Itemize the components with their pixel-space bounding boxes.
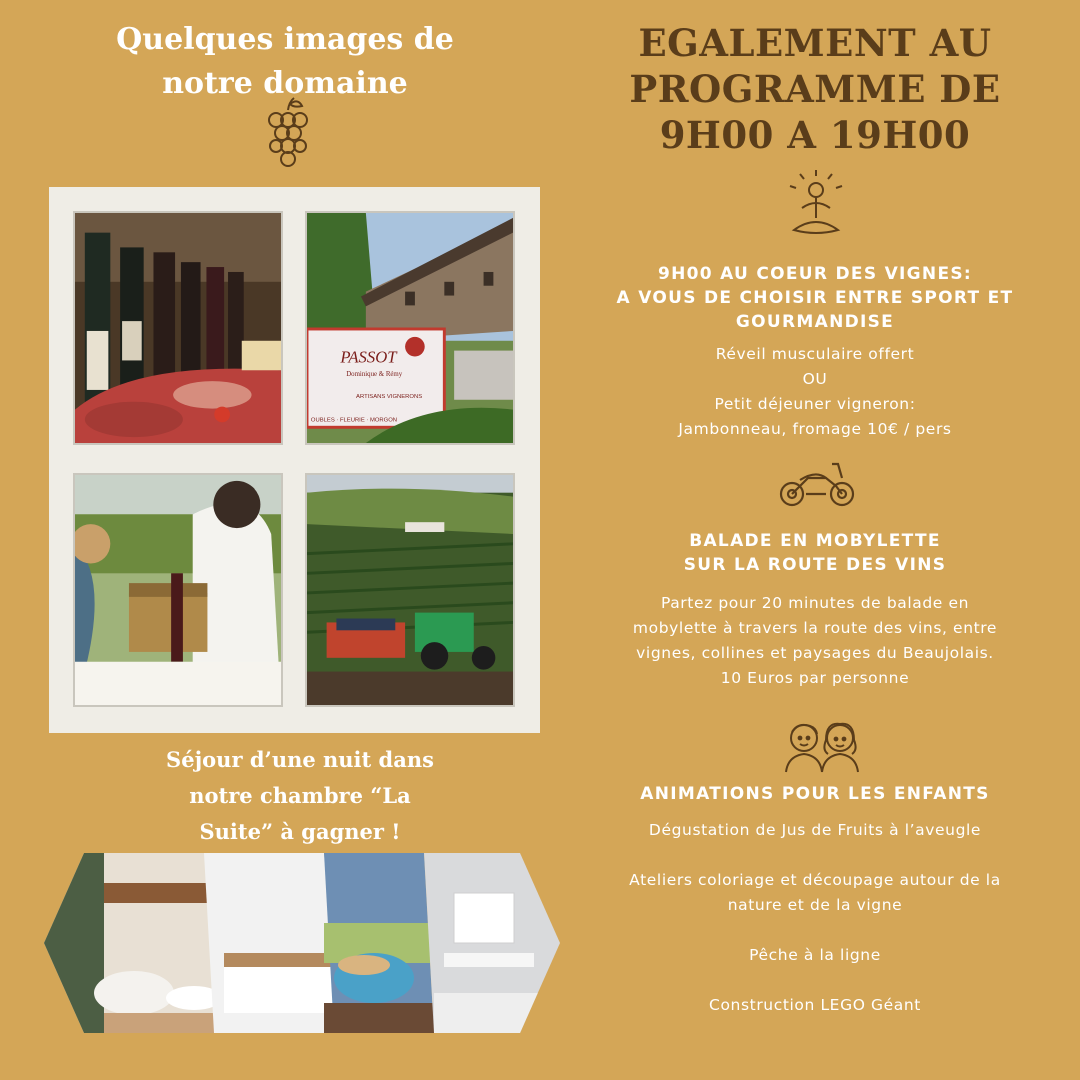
sign-trade: ARTISANS VIGNERONS [356,393,423,400]
left-title [105,18,465,106]
suite-photo-band [44,853,560,1033]
section-3-title-line1: ANIMATIONS POUR LES ENFANTS [640,784,990,804]
section-2-line4: 10 Euros par personne [720,669,910,687]
children-icon [780,718,864,774]
meditation-icon [782,168,850,240]
section-3-line3: nature et de la vigne [727,896,903,914]
section-2-title [600,529,1030,577]
suite-caption-line1: Séjour d’une nuit dans [166,747,434,772]
section-1-line1: Réveil musculaire offert [715,345,915,363]
photo-domain-sign [305,211,515,445]
photo-wine-bottles [73,211,283,445]
left-title-line2: notre domaine [162,66,408,101]
section-1-title [600,262,1030,334]
section-3-text [600,818,1030,1018]
right-title-line2: PROGRAMME DE [629,67,1001,111]
section-3-title [600,782,1030,806]
sign-bottom: OUBLES · FLEURIE · MORGON [310,417,398,424]
photo-couple-picnic [73,473,283,707]
section-3-line4: Pêche à la ligne [749,946,881,964]
grape-icon [258,96,318,168]
section-2-line1: Partez pour 20 minutes de balade en [660,594,970,612]
left-title-line1: Quelques images de [116,22,454,57]
suite-caption-line3: Suite” à gagner ! [199,819,401,844]
section-1-title-line3: GOURMANDISE [735,312,895,332]
section-3-line5: Construction LEGO Géant [709,996,921,1014]
sign-brand: PASSOT [340,347,397,367]
suite-caption-line2: notre chambre “La [189,783,411,808]
section-1-line4: Jambonneau, fromage 10€ / pers [678,420,952,438]
section-1-line3: Petit déjeuner vigneron: [714,395,916,413]
section-2-line2: mobylette à travers la route des vins, entre [632,619,998,637]
right-title [600,20,1030,158]
photo-vineyard-harvest [305,473,515,707]
sign-sub: Dominique & Rémy [346,371,403,379]
section-1-title-line2: A VOUS DE CHOISIR ENTRE SPORT ET [616,288,1014,308]
section-2-text [600,591,1030,691]
section-1-title-line1: 9H00 AU COEUR DES VIGNES: [657,264,973,284]
section-2-title-line1: BALADE EN MOBYLETTE [689,531,941,551]
section-2-title-line2: SUR LA ROUTE DES VINS [683,555,947,575]
section-2-line3: vignes, collines et paysages du Beaujolais. [636,644,994,662]
section-1-text [600,342,1030,442]
section-1-line2: OU [802,370,828,388]
right-title-line3: 9H00 A 19H00 [659,113,971,157]
photo-collage [49,187,540,733]
moped-icon [776,456,858,510]
section-3-line1: Dégustation de Jus de Fruits à l’aveugle [648,821,982,839]
suite-caption [160,742,440,850]
right-title-line1: EGALEMENT AU [638,21,992,65]
section-3-line2: Ateliers coloriage et découpage autour de la [629,871,1001,889]
